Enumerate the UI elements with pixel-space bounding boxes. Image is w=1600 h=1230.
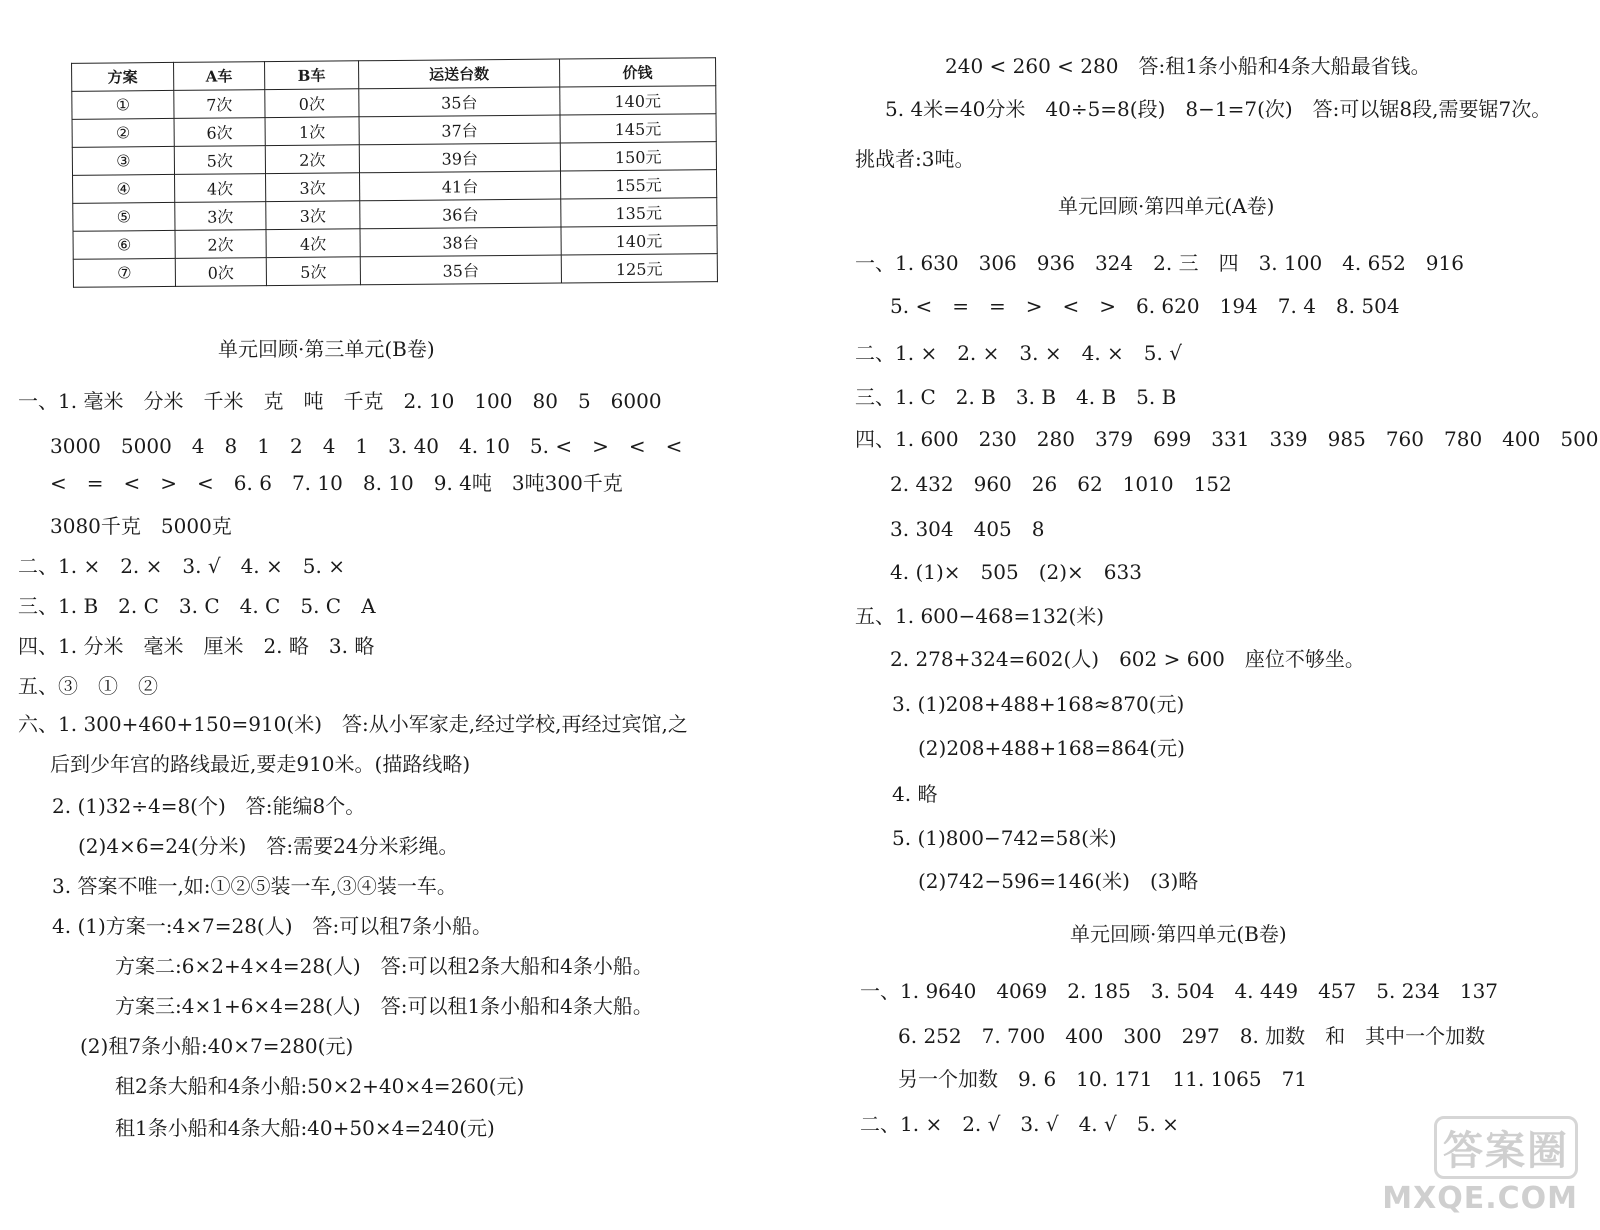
answer-line: (2)4×6=24(分米) 答:需要24分米彩绳。	[78, 834, 459, 858]
table-cell: 125元	[561, 254, 718, 283]
table-cell: 135元	[560, 198, 717, 227]
answer-line: 三、1. B 2. C 3. C 4. C 5. C A	[18, 594, 376, 618]
table-cell: 36台	[360, 199, 561, 229]
answer-line: 六、1. 300+460+150=910(米) 答:从小军家走,经过学校,再经过宾馆,之	[18, 712, 688, 736]
answer-line: 二、1. × 2. × 3. × 4. × 5. √	[855, 341, 1182, 365]
answer-line: 四、1. 600 230 280 379 699 331 339 985 760 780 400 500	[855, 427, 1599, 451]
table-header-cell: B车	[264, 61, 359, 90]
answer-line: 租2条大船和4条小船:50×2+40×4=260(元)	[115, 1074, 525, 1098]
table-cell: 3次	[175, 202, 266, 231]
answer-line: 3080千克 5000克	[50, 514, 232, 538]
table-cell: 37台	[359, 115, 560, 145]
answer-line: 6. 252 7. 700 400 300 297 8. 加数 和 其中一个加数	[898, 1024, 1486, 1048]
table-cell: 155元	[560, 170, 717, 199]
table-cell: ⑤	[73, 202, 175, 231]
answer-line: 4. (1)× 505 (2)× 633	[890, 560, 1142, 584]
answer-line: 2. (1)32÷4=8(个) 答:能编8个。	[52, 794, 366, 818]
table-cell: ③	[72, 146, 174, 175]
answer-line: 2. 432 960 26 62 1010 152	[890, 472, 1232, 496]
watermark	[1382, 1116, 1578, 1216]
table-cell: 3次	[266, 201, 361, 230]
table-cell: ⑥	[73, 230, 175, 259]
answer-line: 3. (1)208+488+168≈870(元)	[892, 692, 1185, 716]
answer-line: 3. 304 405 8	[890, 517, 1045, 541]
answer-line: 挑战者:3吨。	[855, 147, 975, 171]
table-cell: 2次	[175, 230, 266, 259]
table-cell: 1次	[265, 117, 360, 146]
table-cell: 35台	[360, 255, 561, 285]
table-cell: 6次	[174, 118, 265, 147]
table-cell: ②	[72, 118, 174, 147]
watermark-logo-text: 答案圈	[1434, 1116, 1578, 1179]
answer-line: 另一个加数 9. 6 10. 171 11. 1065 71	[898, 1067, 1308, 1091]
table-cell: 4次	[266, 229, 361, 258]
answer-line: 4. 略	[892, 782, 938, 806]
answer-line: 3000 5000 4 8 1 2 4 1 3. 40 4. 10 5. < > < <	[50, 434, 683, 458]
table-cell: 145元	[560, 114, 717, 143]
table-cell: 140元	[561, 226, 718, 255]
table-cell: 5次	[174, 146, 265, 175]
table-cell: 5次	[266, 257, 361, 286]
section-heading-unit4-a: 单元回顾·第四单元(A卷)	[1058, 194, 1275, 218]
answer-line: 一、1. 毫米 分米 千米 克 吨 千克 2. 10 100 80 5 6000	[18, 389, 662, 413]
answer-line: 后到少年宫的路线最近,要走910米。(描路线略)	[50, 752, 471, 776]
table-cell: 140元	[559, 86, 716, 115]
answer-line: 三、1. C 2. B 3. B 4. B 5. B	[855, 385, 1177, 409]
answer-line: 四、1. 分米 毫米 厘米 2. 略 3. 略	[18, 634, 375, 658]
answer-line: 4. (1)方案一:4×7=28(人) 答:可以租7条小船。	[52, 914, 492, 938]
table-header-cell: 方案	[72, 62, 174, 91]
answer-line: 2. 278+324=602(人) 602 > 600 座位不够坐。	[890, 647, 1365, 671]
watermark-url: MXQE.COM	[1382, 1181, 1578, 1216]
answer-line: 5. < = = > < > 6. 620 194 7. 4 8. 504	[890, 294, 1400, 318]
transport-plan-table	[71, 57, 718, 288]
answer-line: 方案三:4×1+6×4=28(人) 答:可以租1条小船和4条大船。	[115, 994, 653, 1018]
table-cell: 4次	[174, 174, 265, 203]
table-cell: 0次	[175, 258, 266, 287]
section-heading-unit4-b: 单元回顾·第四单元(B卷)	[1070, 922, 1287, 946]
table-cell: 38台	[360, 227, 561, 257]
table-cell: 3次	[265, 173, 360, 202]
section-heading-unit3-b: 单元回顾·第三单元(B卷)	[218, 337, 435, 361]
answer-line: 5. (1)800−742=58(米)	[892, 826, 1117, 850]
table-cell: ⑦	[73, 258, 175, 287]
table-cell: 0次	[265, 89, 360, 118]
table-header-cell: 价钱	[559, 58, 716, 87]
answer-line: (2)208+488+168=864(元)	[918, 736, 1185, 760]
answer-line: < = < > < 6. 6 7. 10 8. 10 9. 4吨 3吨300千克	[50, 471, 623, 495]
table-header-cell: 运送台数	[359, 59, 560, 89]
answer-line: 租1条小船和4条大船:40+50×4=240(元)	[115, 1116, 495, 1140]
answer-line: (2)742−596=146(米) (3)略	[918, 869, 1199, 893]
table-header-cell: A车	[173, 62, 264, 91]
answer-line: (2)租7条小船:40×7=280(元)	[80, 1034, 354, 1058]
table-row	[73, 254, 717, 288]
table-cell: 7次	[174, 90, 265, 119]
answer-line: 二、1. × 2. × 3. √ 4. × 5. ×	[18, 554, 345, 578]
answer-line: 一、1. 630 306 936 324 2. 三 四 3. 100 4. 652 916	[855, 251, 1464, 275]
answer-line: 3. 答案不唯一,如:①②⑤装一车,③④装一车。	[52, 874, 457, 898]
answer-line: 240 < 260 < 280 答:租1条小船和4条大船最省钱。	[945, 54, 1431, 78]
answer-line: 二、1. × 2. √ 3. √ 4. √ 5. ×	[860, 1112, 1179, 1136]
table-cell: ④	[73, 174, 175, 203]
answer-line: 方案二:6×2+4×4=28(人) 答:可以租2条大船和4条小船。	[115, 954, 653, 978]
table-cell: 35台	[359, 87, 560, 117]
table-cell: 41台	[360, 171, 561, 201]
answer-line: 5. 4米=40分米 40÷5=8(段) 8−1=7(次) 答:可以锯8段,需要锯7次。	[885, 97, 1552, 121]
answer-line: 五、1. 600−468=132(米)	[855, 604, 1105, 628]
table-cell: 2次	[265, 145, 360, 174]
answer-line: 一、1. 9640 4069 2. 185 3. 504 4. 449 457 5. 234 137	[860, 979, 1499, 1003]
table-cell: 150元	[560, 142, 717, 171]
table-cell: ①	[72, 90, 174, 119]
answer-line: 五、③ ① ②	[18, 674, 158, 698]
table-cell: 39台	[359, 143, 560, 173]
